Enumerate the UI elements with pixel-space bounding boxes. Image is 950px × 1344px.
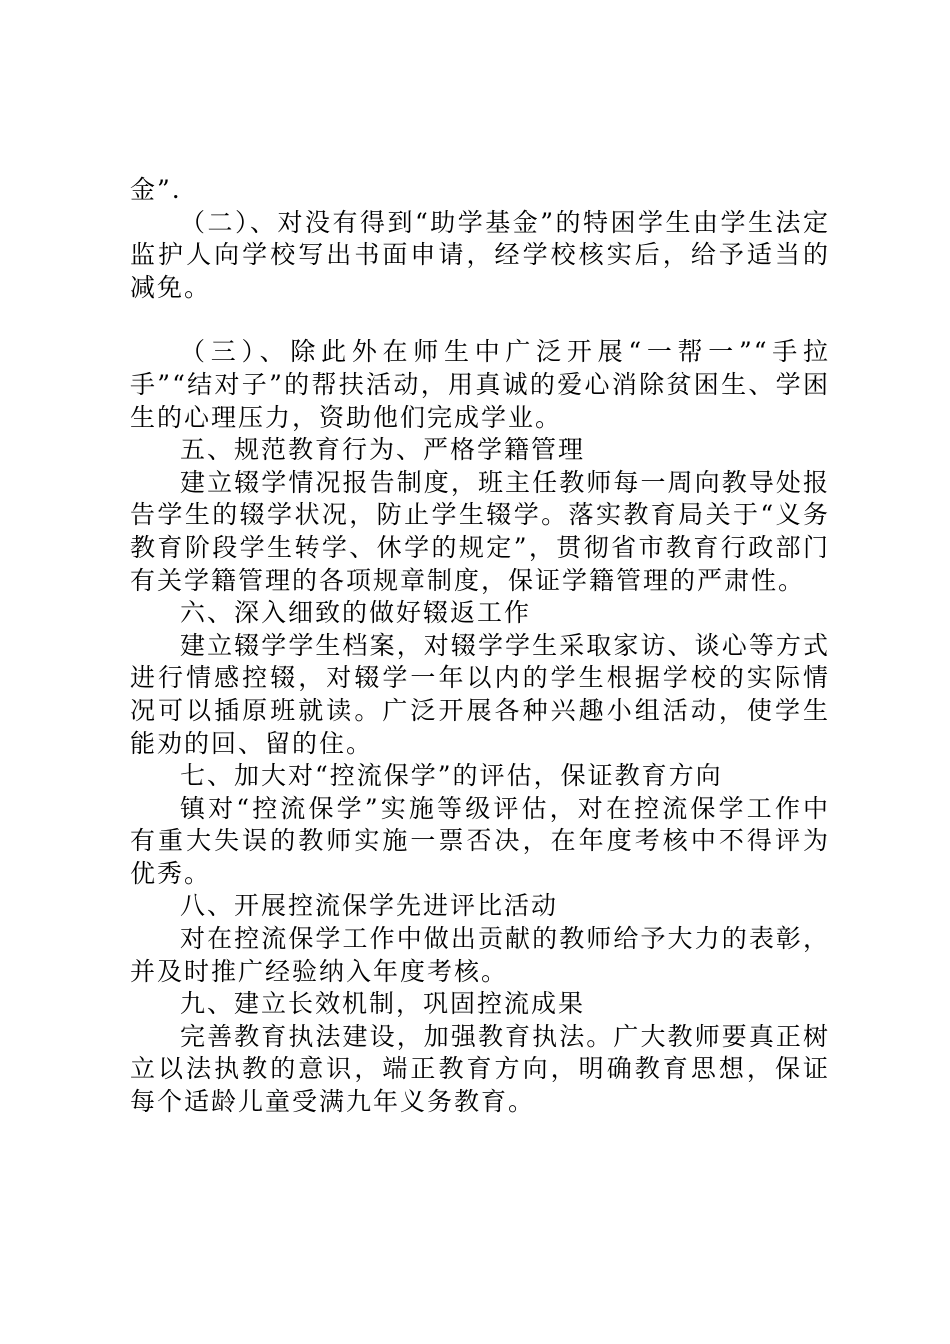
section-heading-seven: 七、加大对“控流保学”的评估，保证教育方向 [180,761,723,791]
paragraph-section-seven: 镇对“控流保学”实施等级评估，对在控流保学工作中有重大失误的教师实施一票否决，在年度考核中不得评为优秀。 [130,793,830,888]
paragraph-section-five: 建立辍学情况报告制度，班主任教师每一周向教导处报告学生的辍学状况，防止学生辍学。落实教育局关于“义务教育阶段学生转学、休学的规定”，贯彻省市教育行政部门有关学籍管理的各项规章制度，保证学籍管理的严肃性。 [130,467,830,595]
paragraph-item-three: （三）、除此外在师生中广泛开展“一帮一”“手拉手”“结对子”的帮扶活动，用真诚的爱心消除贫困生、学困生的心理压力，资助他们完成学业。 [130,337,830,432]
section-heading-nine: 九、建立长效机制，巩固控流成果 [180,989,586,1019]
paragraph-section-eight: 对在控流保学工作中做出贡献的教师给予大力的表彰，并及时推广经验纳入年度考核。 [130,924,830,986]
paragraph-continuation: 金”. [130,175,182,204]
document-body [130,174,830,1119]
section-heading-eight: 八、开展控流保学先进评比活动 [180,891,559,921]
paragraph-item-two: （二）、对没有得到“助学基金”的特困学生由学生法定监护人向学校写出书面申请，经学校核实后，给予适当的减免。 [130,207,830,302]
paragraph-section-nine: 完善教育执法建设，加强教育执法。广大教师要真正树立以法执教的意识，端正教育方向，明确教育思想，保证每个适龄儿童受满九年义务教育。 [130,1021,830,1117]
section-heading-five: 五、规范教育行为、严格学籍管理 [180,435,586,465]
section-heading-six: 六、深入细致的做好辍返工作 [180,598,532,628]
paragraph-section-six: 建立辍学学生档案，对辍学学生采取家访、谈心等方式进行情感控辍，对辍学一年以内的学生根据学校的实际情况可以插原班就读。广泛开展各种兴趣小组活动，使学生能劝的回、留的住。 [130,630,830,758]
